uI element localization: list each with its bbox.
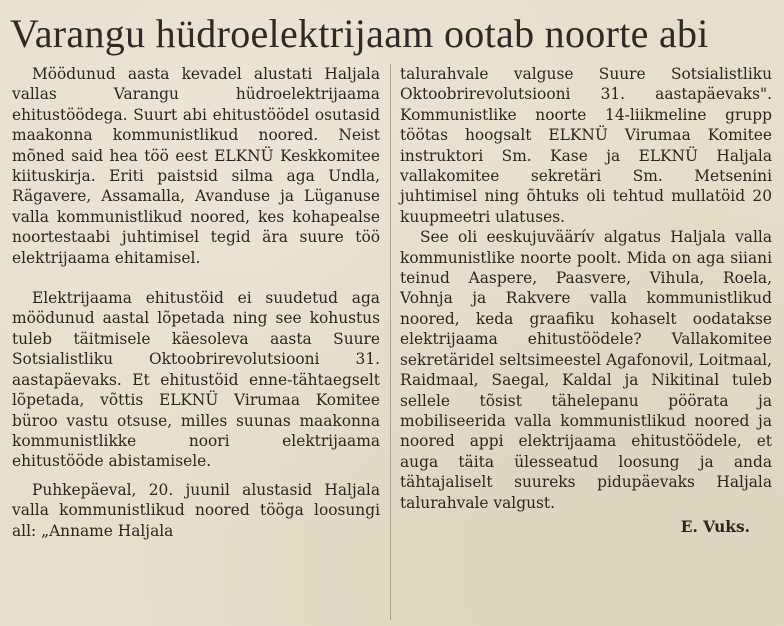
left-column <box>12 64 380 541</box>
paragraph-1: Möödunud aasta kevadel alustati Haljala vallas Varangu hüdroelektrijaama ehitustöödega. Suurt abi ehitustöödel osutasid maakonna kommunistlikud noored. Neist mõned said hea töö eest ELKNÜ Keskkomitee kiituskirja. Eriti paistsid silma aga Undla, Rägavere, Assamalla, Avanduse ja Lüganuse valla kommunistlikud noored, kes kohapealse noortestaabi juhtimisel tegid ära suure töö elektrijaama ehitamisel. <box>12 65 380 267</box>
right-column <box>400 64 772 537</box>
column-divider <box>390 64 391 620</box>
paragraph-4: See oli eeskujuväärív algatus Haljala valla kommunistlike noorte poolt. Mida on aga siiani teinud Aaspere, Paasvere, Vihula, Roela, Vohnja ja Rakvere valla kommunistlikud noored, keda graafiku kohaselt oodatakse elektrijaama ehitustöödele? Vallakomitee sekretäridel seltsimeestel Agafonovil, Loitmaal, Raidmaal, Saegal, Kaldal ja Nikitinal tuleb sellele tõsist tähelepanu pöörata ja mobiliseerida valla kommunistlikud noored ja noored appi elektrijaama ehitustöödele, et auga täita ülesseatud loosung ja anda tähtajaliselt suureks pidupäevaks Haljala talurahvale valgust. <box>400 228 772 512</box>
paragraph-2: Elektrijaama ehitustöid ei suudetud aga möödunud aastal lõpetada ning see kohustus tuleb täitmisele käesoleva aasta Suure Sotsialistliku Oktoobrirevolutsiooni 31. aastapäevaks. Et ehitustöid enne-tähtaegselt lõpetada, võttis ELKNÜ Virumaa Komitee büroo vastu otsuse, milles suunas maakonna kommunistlikke noori elektrijaama ehitustööde abistamisele. <box>12 289 380 471</box>
article-headline: Varangu hüdroelektrijaam ootab noorte abi <box>10 11 709 56</box>
paragraph-3: Puhkepäeval, 20. juunil alustasid Haljala valla kommunistlikud noored tööga loosungi all: „Anname Haljala <box>12 480 380 540</box>
author-signature: E. Vuks. <box>680 517 750 536</box>
paragraph-3-continued: talurahvale valguse Suure Sotsialistliku Oktoobrirevolutsiooni 31. aastapäevaks". Kommunistlike noorte 14-liikmeline grupp töötas hoogsalt ELKNÜ Virumaa Komitee instruktori Sm. Kase ja ELKNÜ Haljala vallakomitee sekretäri Sm. Metsenini juhtimisel ning õhtuks oli tehtud mullatöid 20 kuupmeetri ulatuses. <box>400 65 772 226</box>
